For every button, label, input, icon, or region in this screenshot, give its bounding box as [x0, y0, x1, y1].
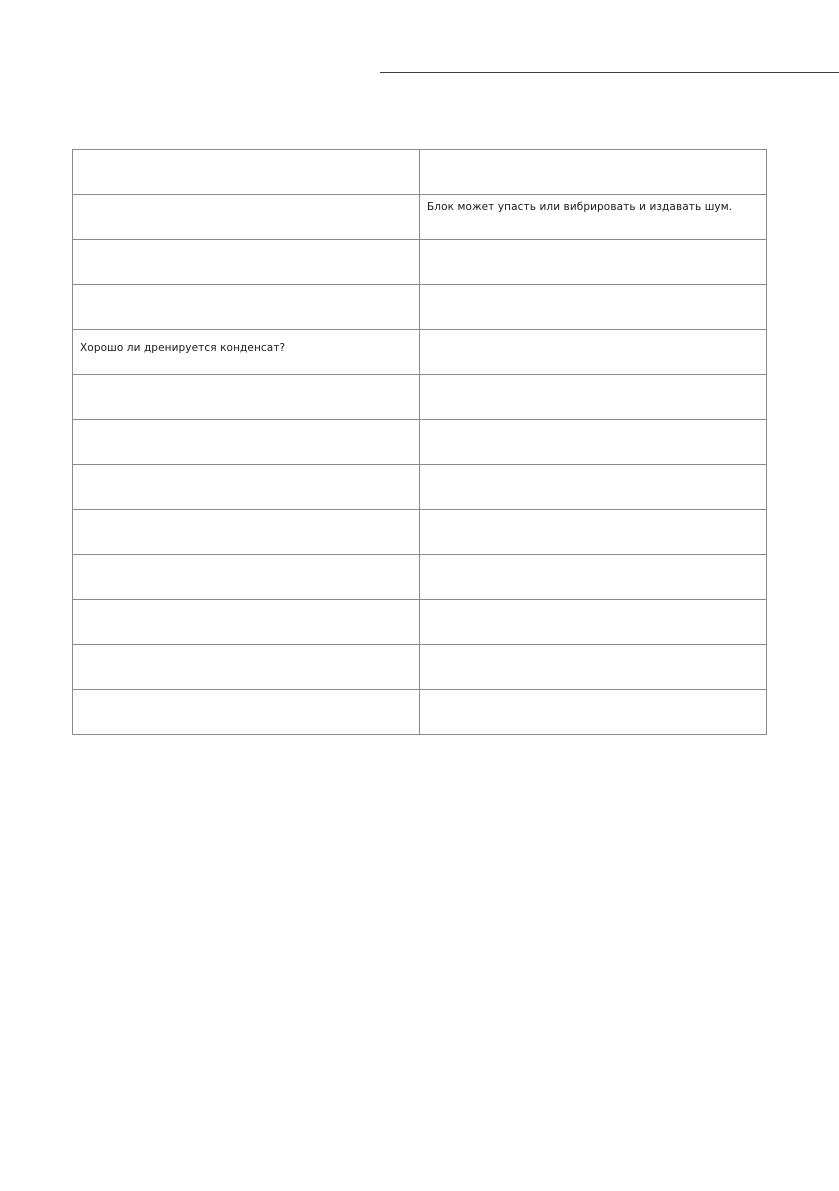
table-row: [73, 330, 767, 375]
table-row: [73, 645, 767, 690]
header-rule: [380, 72, 839, 73]
question-cell: [73, 600, 420, 645]
answer-cell: [420, 690, 767, 735]
table-row: [73, 690, 767, 735]
answer-cell: [420, 600, 767, 645]
table-row: [73, 195, 767, 240]
question-cell: [73, 150, 420, 195]
question-cell: [73, 645, 420, 690]
table-row: [73, 240, 767, 285]
question-cell: [73, 375, 420, 420]
table-row: [73, 555, 767, 600]
installation-check-table: [72, 149, 767, 735]
answer-cell: [420, 285, 767, 330]
answer-cell: [420, 645, 767, 690]
answer-cell: [420, 150, 767, 195]
table-row: [73, 465, 767, 510]
answer-cell: [420, 375, 767, 420]
question-cell: [73, 240, 420, 285]
table-row: [73, 375, 767, 420]
question-cell: [73, 195, 420, 240]
answer-cell: [420, 420, 767, 465]
answer-cell: [420, 330, 767, 375]
answer-cell: [420, 240, 767, 285]
table-row: [73, 600, 767, 645]
question-cell: [73, 690, 420, 735]
question-cell: [73, 510, 420, 555]
answer-cell: [420, 555, 767, 600]
table-row: [73, 285, 767, 330]
table-row: [73, 150, 767, 195]
question-cell: [73, 465, 420, 510]
answer-cell: [420, 510, 767, 555]
answer-cell: [420, 465, 767, 510]
question-cell: Хорошо ли дренируется конденсат?: [73, 330, 420, 375]
table-row: [73, 420, 767, 465]
question-cell: [73, 285, 420, 330]
question-cell: [73, 555, 420, 600]
table-row: [73, 510, 767, 555]
answer-cell: Блок может упасть или вибрировать и издавать шум.: [420, 195, 767, 240]
question-cell: [73, 420, 420, 465]
